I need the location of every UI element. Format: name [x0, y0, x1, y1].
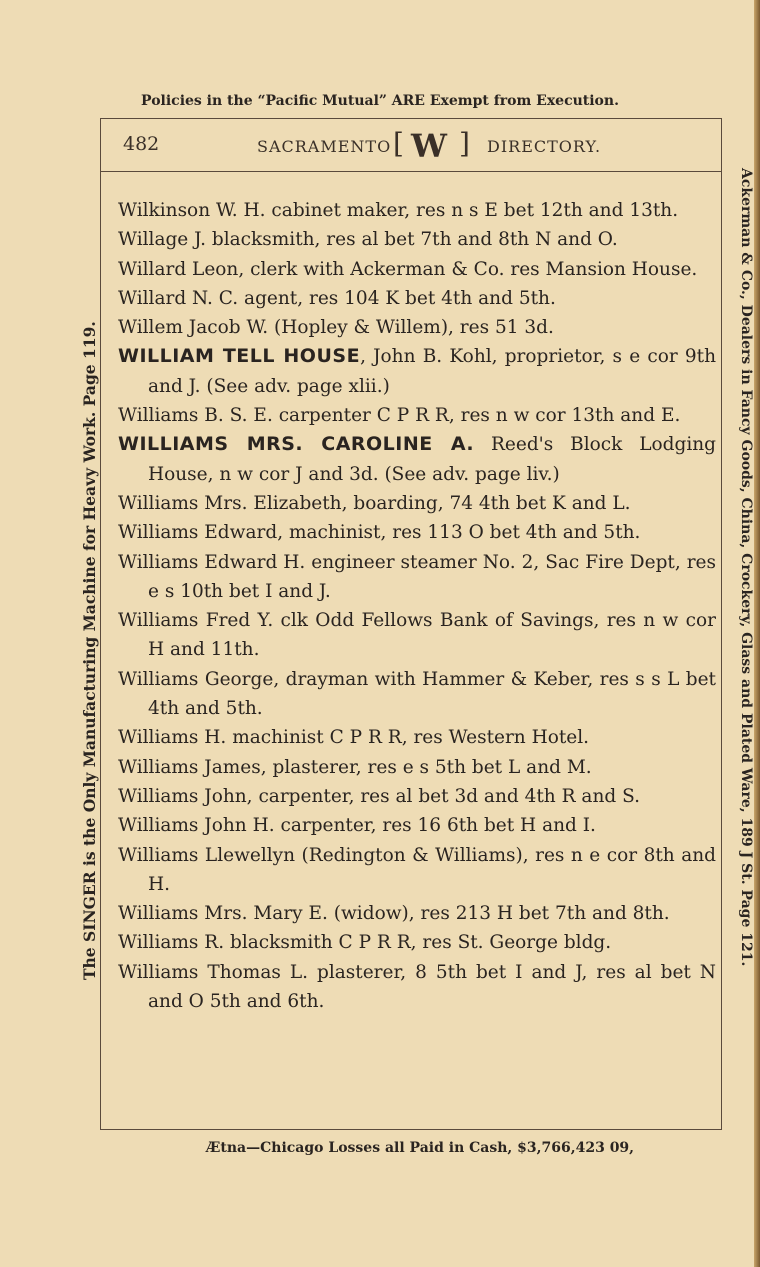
page-edge	[754, 0, 760, 1267]
directory-entry	[118, 342, 716, 401]
entry-text: Reed's Block Lodging House, n w cor J and 3d. (See adv. page liv.)	[148, 434, 716, 485]
directory-entry	[118, 606, 716, 665]
entry-heading: WILLIAM TELL HOUSE	[118, 345, 361, 368]
entry-text: Willard Leon, clerk with Ackerman & Co. res Mansion House.	[118, 258, 698, 280]
directory-entry	[118, 841, 716, 900]
directory-entry	[118, 255, 716, 284]
directory-entry	[118, 958, 716, 1017]
entry-text: Williams Edward H. engineer steamer No. 2, Sac Fire Dept, res e s 10th bet I and J.	[118, 551, 716, 602]
entry-text: Williams Mrs. Elizabeth, boarding, 74 4th bet K and L.	[118, 492, 631, 514]
directory-entry	[118, 665, 716, 724]
entry-text: Williams Edward, machinist, res 113 O bet 4th and 5th.	[118, 522, 641, 544]
entry-text: Williams H. machinist C P R R, res Western Hotel.	[118, 727, 590, 749]
right-side-advertisement: Ackerman & Co., Dealers in Fancy Goods, China, Crockery, Glass and Plated Ware, 189 J St. Page 121.	[738, 168, 754, 967]
directory-entry	[118, 811, 716, 840]
left-side-advertisement: The SINGER is the Only Manufacturing Machine for Heavy Work. Page 119.	[80, 321, 99, 980]
entry-text: Williams Mrs. Mary E. (widow), res 213 H bet 7th and 8th.	[118, 903, 670, 925]
header-bracket-open: [	[393, 127, 405, 160]
bottom-advertisement: Ætna—Chicago Losses all Paid in Cash, $3,766,423 09,	[205, 1140, 635, 1156]
header-letter: W	[411, 127, 448, 165]
top-advertisement: Policies in the “Pacific Mutual” ARE Exempt from Execution.	[141, 93, 619, 109]
directory-entry	[118, 782, 716, 811]
entry-text: Wilkinson W. H. cabinet maker, res n s E bet 12th and 13th.	[118, 200, 679, 221]
directory-entry	[118, 196, 716, 225]
directory-entry	[118, 548, 716, 607]
header-directory: DIRECTORY.	[487, 137, 602, 156]
directory-entry	[118, 928, 716, 957]
directory-entry	[118, 313, 716, 342]
entry-text: Williams Fred Y. clk Odd Fellows Bank of Savings, res n w cor H and 11th.	[118, 610, 716, 661]
directory-entries	[118, 196, 716, 1016]
entry-text: Williams Thomas L. plasterer, 8 5th bet I and J, res al bet N and O 5th and 6th.	[118, 961, 716, 1013]
directory-entry	[118, 753, 716, 782]
entry-text: , John B. Kohl, proprietor, s e cor 9th and J. (See adv. page xlii.)	[148, 346, 716, 397]
directory-entry	[118, 284, 716, 313]
directory-entry	[118, 489, 716, 518]
entry-text: Williams James, plasterer, res e s 5th bet L and M.	[118, 756, 592, 778]
entry-text: Willard N. C. agent, res 104 K bet 4th and 5th.	[118, 287, 556, 309]
directory-entry	[118, 430, 716, 489]
directory-entry	[118, 518, 716, 547]
directory-entry	[118, 225, 716, 254]
directory-entry	[118, 401, 716, 430]
page-header	[101, 119, 721, 171]
entry-text: Williams John H. carpenter, res 16 6th bet H and I.	[118, 815, 596, 837]
directory-entry	[118, 723, 716, 752]
entry-heading: WILLIAMS MRS. CAROLINE A.	[118, 433, 475, 456]
header-city: SACRAMENTO	[257, 137, 392, 156]
entry-text: Willage J. blacksmith, res al bet 7th and 8th N and O.	[118, 229, 618, 251]
header-rule	[101, 171, 721, 172]
entry-text: Williams John, carpenter, res al bet 3d and 4th R and S.	[118, 785, 640, 807]
entry-text: Williams George, drayman with Hammer & Keber, res s s L bet 4th and 5th.	[118, 668, 716, 720]
header-bracket-close: ]	[459, 127, 471, 160]
entry-text: Williams B. S. E. carpenter C P R R, res n w cor 13th and E.	[118, 405, 681, 427]
entry-text: Willem Jacob W. (Hopley & Willem), res 51 3d.	[118, 317, 554, 339]
entry-text: Williams Llewellyn (Redington & Williams), res n e cor 8th and H.	[118, 844, 716, 895]
page-number: 482	[123, 133, 160, 155]
entry-text: Williams R. blacksmith C P R R, res St. George bldg.	[118, 932, 612, 954]
directory-entry	[118, 899, 716, 928]
